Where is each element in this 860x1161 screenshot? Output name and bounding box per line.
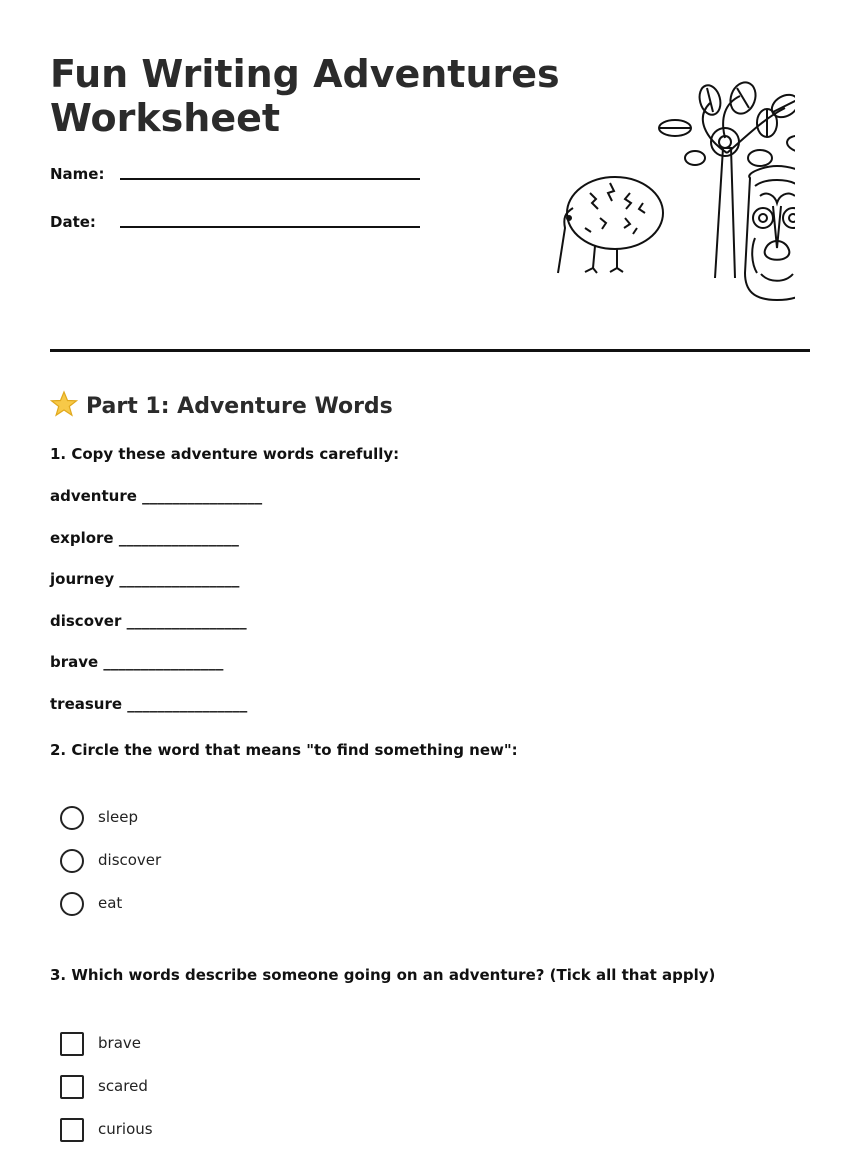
maori-carving-icon [745,166,795,300]
question-1-prompt: 1. Copy these adventure words carefully: [50,445,400,463]
question-2-prompt: 2. Circle the word that means "to find something new": [50,741,518,759]
date-label: Date: [50,213,96,231]
option-label: eat [98,894,123,912]
name-line[interactable] [120,178,420,180]
option-label: curious [98,1120,153,1138]
checkbox[interactable] [60,1032,84,1056]
option-label: scared [98,1077,148,1095]
radio-circle[interactable] [60,849,84,873]
option-label: sleep [98,808,138,826]
checkbox[interactable] [60,1118,84,1142]
star-icon [50,390,78,418]
option-label: brave [98,1034,141,1052]
copy-word-journey[interactable]: journey ________________ [50,570,240,588]
kiwi-bird-icon [558,177,663,273]
radio-circle[interactable] [60,806,84,830]
copy-word-discover[interactable]: discover ________________ [50,612,247,630]
date-line[interactable] [120,226,420,228]
option-label: discover [98,851,162,869]
copy-word-brave[interactable]: brave ________________ [50,653,224,671]
name-field[interactable] [50,165,120,183]
header-illustration [555,78,795,308]
date-field[interactable] [50,213,120,231]
worksheet-title: Fun Writing Adventures Worksheet [50,52,560,140]
part1-title [50,390,393,421]
copy-word-adventure[interactable]: adventure ________________ [50,487,263,505]
copy-word-treasure[interactable]: treasure ________________ [50,695,248,713]
radio-circle[interactable] [60,892,84,916]
header-divider [50,349,810,352]
name-label: Name: [50,165,105,183]
question-3-prompt: 3. Which words describe someone going on an adventure? (Tick all that apply) [50,966,716,984]
copy-word-explore[interactable]: explore ________________ [50,529,239,547]
flower-tree-icon [659,79,795,278]
checkbox[interactable] [60,1075,84,1099]
part1-title-text: Part 1: Adventure Words [86,394,393,419]
